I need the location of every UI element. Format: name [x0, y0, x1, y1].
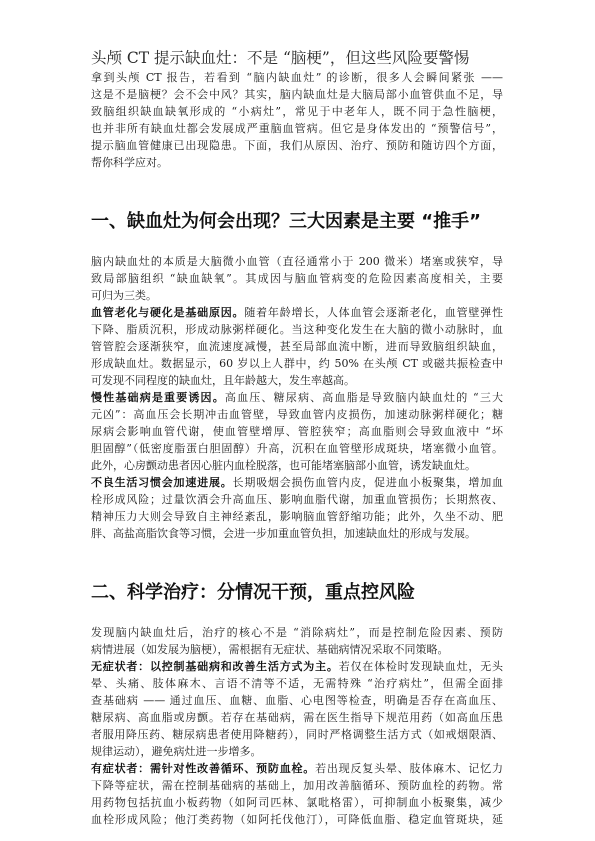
paragraph-lead: 无症状者：以控制基础病和改善生活方式为主。: [91, 659, 339, 673]
paragraph-lead: 不良生活习惯会加速进展。: [91, 475, 233, 489]
paragraph-line: 脑内缺血灶的本质是大脑微小血管（直径通常小于 200 微米）堵塞或狭窄，导: [91, 254, 503, 268]
paragraph-line: 可发现不同程度的缺血灶，且年龄越大，发生率越高。: [91, 373, 355, 387]
intro-paragraph: [91, 69, 503, 171]
paragraph-line: [91, 389, 503, 406]
paragraph: [91, 304, 503, 389]
paragraph-text: 随着年龄增长，人体血管会逐渐老化，血管壁弹性: [244, 305, 503, 319]
paragraph-line: 规律运动），避免病灶进一步增多。: [91, 744, 262, 758]
article-sections: [91, 209, 595, 828]
section-heading: 二、科学治疗：分情况干预，重点控风险: [91, 582, 415, 603]
paragraph: [91, 624, 503, 658]
paragraph-line: 精神压力大则会导致自主神经紊乱，影响脑血管舒缩功能；此外，久坐不动、肥: [91, 509, 503, 523]
paragraph-line: 尿病会影响血管代谢，使血管壁增厚、管腔狭窄；高血脂则会导致血液中 “坏: [91, 424, 503, 438]
paragraph-text: 长期吸烟会损伤血管内皮，促进血小板聚集，增加血: [232, 475, 503, 489]
paragraph-line: 发现脑内缺血灶后，治疗的核心不是 “消除病灶”，而是控制危险因素、预防: [91, 625, 503, 639]
paragraph: [91, 658, 503, 760]
paragraph-line: 用药物包括抗血小板药物（如阿司匹林、氯吡格雷），可抑制血小板聚集，减少: [91, 795, 503, 809]
paragraph-line: 致局部脑组织 “缺血缺氧”。其成因与脑血管病变的危险因素高度相关，主要: [91, 271, 503, 285]
paragraph-lead: 有症状者：需针对性改善循环、预防血栓。: [91, 761, 316, 775]
paragraph-line: 病情进展（如发展为脑梗），需根据有无症状、基础病情况采取不同策略。: [91, 642, 449, 656]
paragraph-line: 帮你科学应对。: [91, 155, 168, 169]
article-section: [91, 580, 595, 828]
paragraph-line: 此外，心房颤动患者因心脏内血栓脱落，也可能堵塞脑部小血管，诱发缺血灶。: [91, 458, 476, 472]
paragraph-line: 血栓形成风险；他汀类药物（如阿托伐他汀），可降低血脂、稳定血管斑块，延: [91, 812, 503, 826]
paragraph-line: 提示脑血管健康已出现隐患。下面，我们从原因、治疗、预防和随访四个方面，: [91, 138, 503, 152]
paragraph-line: 元凶”：高血压会长期冲击血管壁，导致血管内皮损伤，加速动脉粥样硬化；糖: [91, 407, 503, 421]
paragraph-line: [91, 760, 503, 777]
section-heading: 一、缺血灶为何会出现？三大因素是主要 “推手”: [91, 211, 481, 232]
paragraph-line: 可归为三类。: [91, 288, 157, 302]
paragraph-text: 若仅在体检时发现缺血灶，无头: [338, 659, 503, 673]
paragraph-line: 者服用降压药、糖尿病患者使用降糖药），同时严格调整生活方式（如戒烟限酒、: [91, 727, 503, 741]
document-title: 头颅 CT 提示缺血灶：不是 “脑梗”，但这些风险要警惕: [91, 49, 470, 67]
paragraph-text: 若出现反复头晕、肢体麻木、记忆力: [315, 761, 503, 775]
paragraph-line: 查基础病 —— 通过血压、血糖、血脂、心电图等检查，明确是否存在高血压、: [91, 693, 503, 707]
paragraph: [91, 760, 503, 828]
paragraph-line: 形成缺血灶。数据显示，60 岁以上人群中，约 50% 在头颅 CT 或磁共振检查中: [91, 356, 503, 370]
paragraph-line: 晕、头痛、肢体麻木、言语不清等不适，无需特殊 “治疗病灶”，但需全面排: [91, 676, 503, 690]
paragraph-line: [91, 474, 503, 491]
paragraph-line: 胖、高盐高脂饮食等习惯，会进一步加重血管负担，加速缺血灶的形成与发展。: [91, 526, 476, 540]
paragraph-line: 也并非所有缺血灶都会发展成严重脑血管病。但它是身体发出的 “预警信号”，: [91, 121, 503, 135]
paragraph: [91, 474, 503, 542]
paragraph-line: 胆固醇”（低密度脂蛋白胆固醇）升高，沉积在血管壁形成斑块，堵塞微小血管。: [91, 441, 503, 455]
paragraph: [91, 253, 503, 304]
paragraph-line: [91, 304, 503, 321]
paragraph: [91, 389, 503, 474]
paragraph-line: 拿到头颅 CT 报告，若看到 “脑内缺血灶” 的诊断，很多人会瞬间紧张 ——: [91, 70, 503, 84]
article-section: [91, 209, 595, 542]
paragraph-lead: 慢性基础病是重要诱因。: [91, 390, 225, 404]
paragraph-line: 糖尿病、高血脂或房颤。若存在基础病，需在医生指导下规范用药（如高血压患: [91, 710, 503, 724]
paragraph-line: [91, 658, 503, 675]
paragraph-lead: 血管老化与硬化是基础原因。: [91, 305, 245, 319]
paragraph-line: 下降、脂质沉积，形成动脉粥样硬化。当这种变化发生在大脑的微小动脉时，血: [91, 322, 503, 336]
paragraph-text: 高血压、糖尿病、高血脂是导致脑内缺血灶的 “三大: [224, 390, 503, 404]
paragraph-line: 致脑组织缺血缺氧形成的 “小病灶”，常见于中老年人，既不同于急性脑梗，: [91, 104, 503, 118]
paragraph-line: 这是不是脑梗？会不会中风？其实，脑内缺血灶是大脑局部小血管供血不足，导: [91, 87, 503, 101]
paragraph-line: 下降等症状，需在控制基础病的基础上，加用改善脑循环、预防血栓的药物。常: [91, 778, 503, 792]
paragraph-line: 管管腔会逐渐狭窄，血流速度减慢，甚至局部血流中断，进而导致脑组织缺血，: [91, 339, 503, 353]
paragraph-line: 栓形成风险；过量饮酒会升高血压、影响血脂代谢，加重血管损伤；长期熬夜、: [91, 492, 503, 506]
